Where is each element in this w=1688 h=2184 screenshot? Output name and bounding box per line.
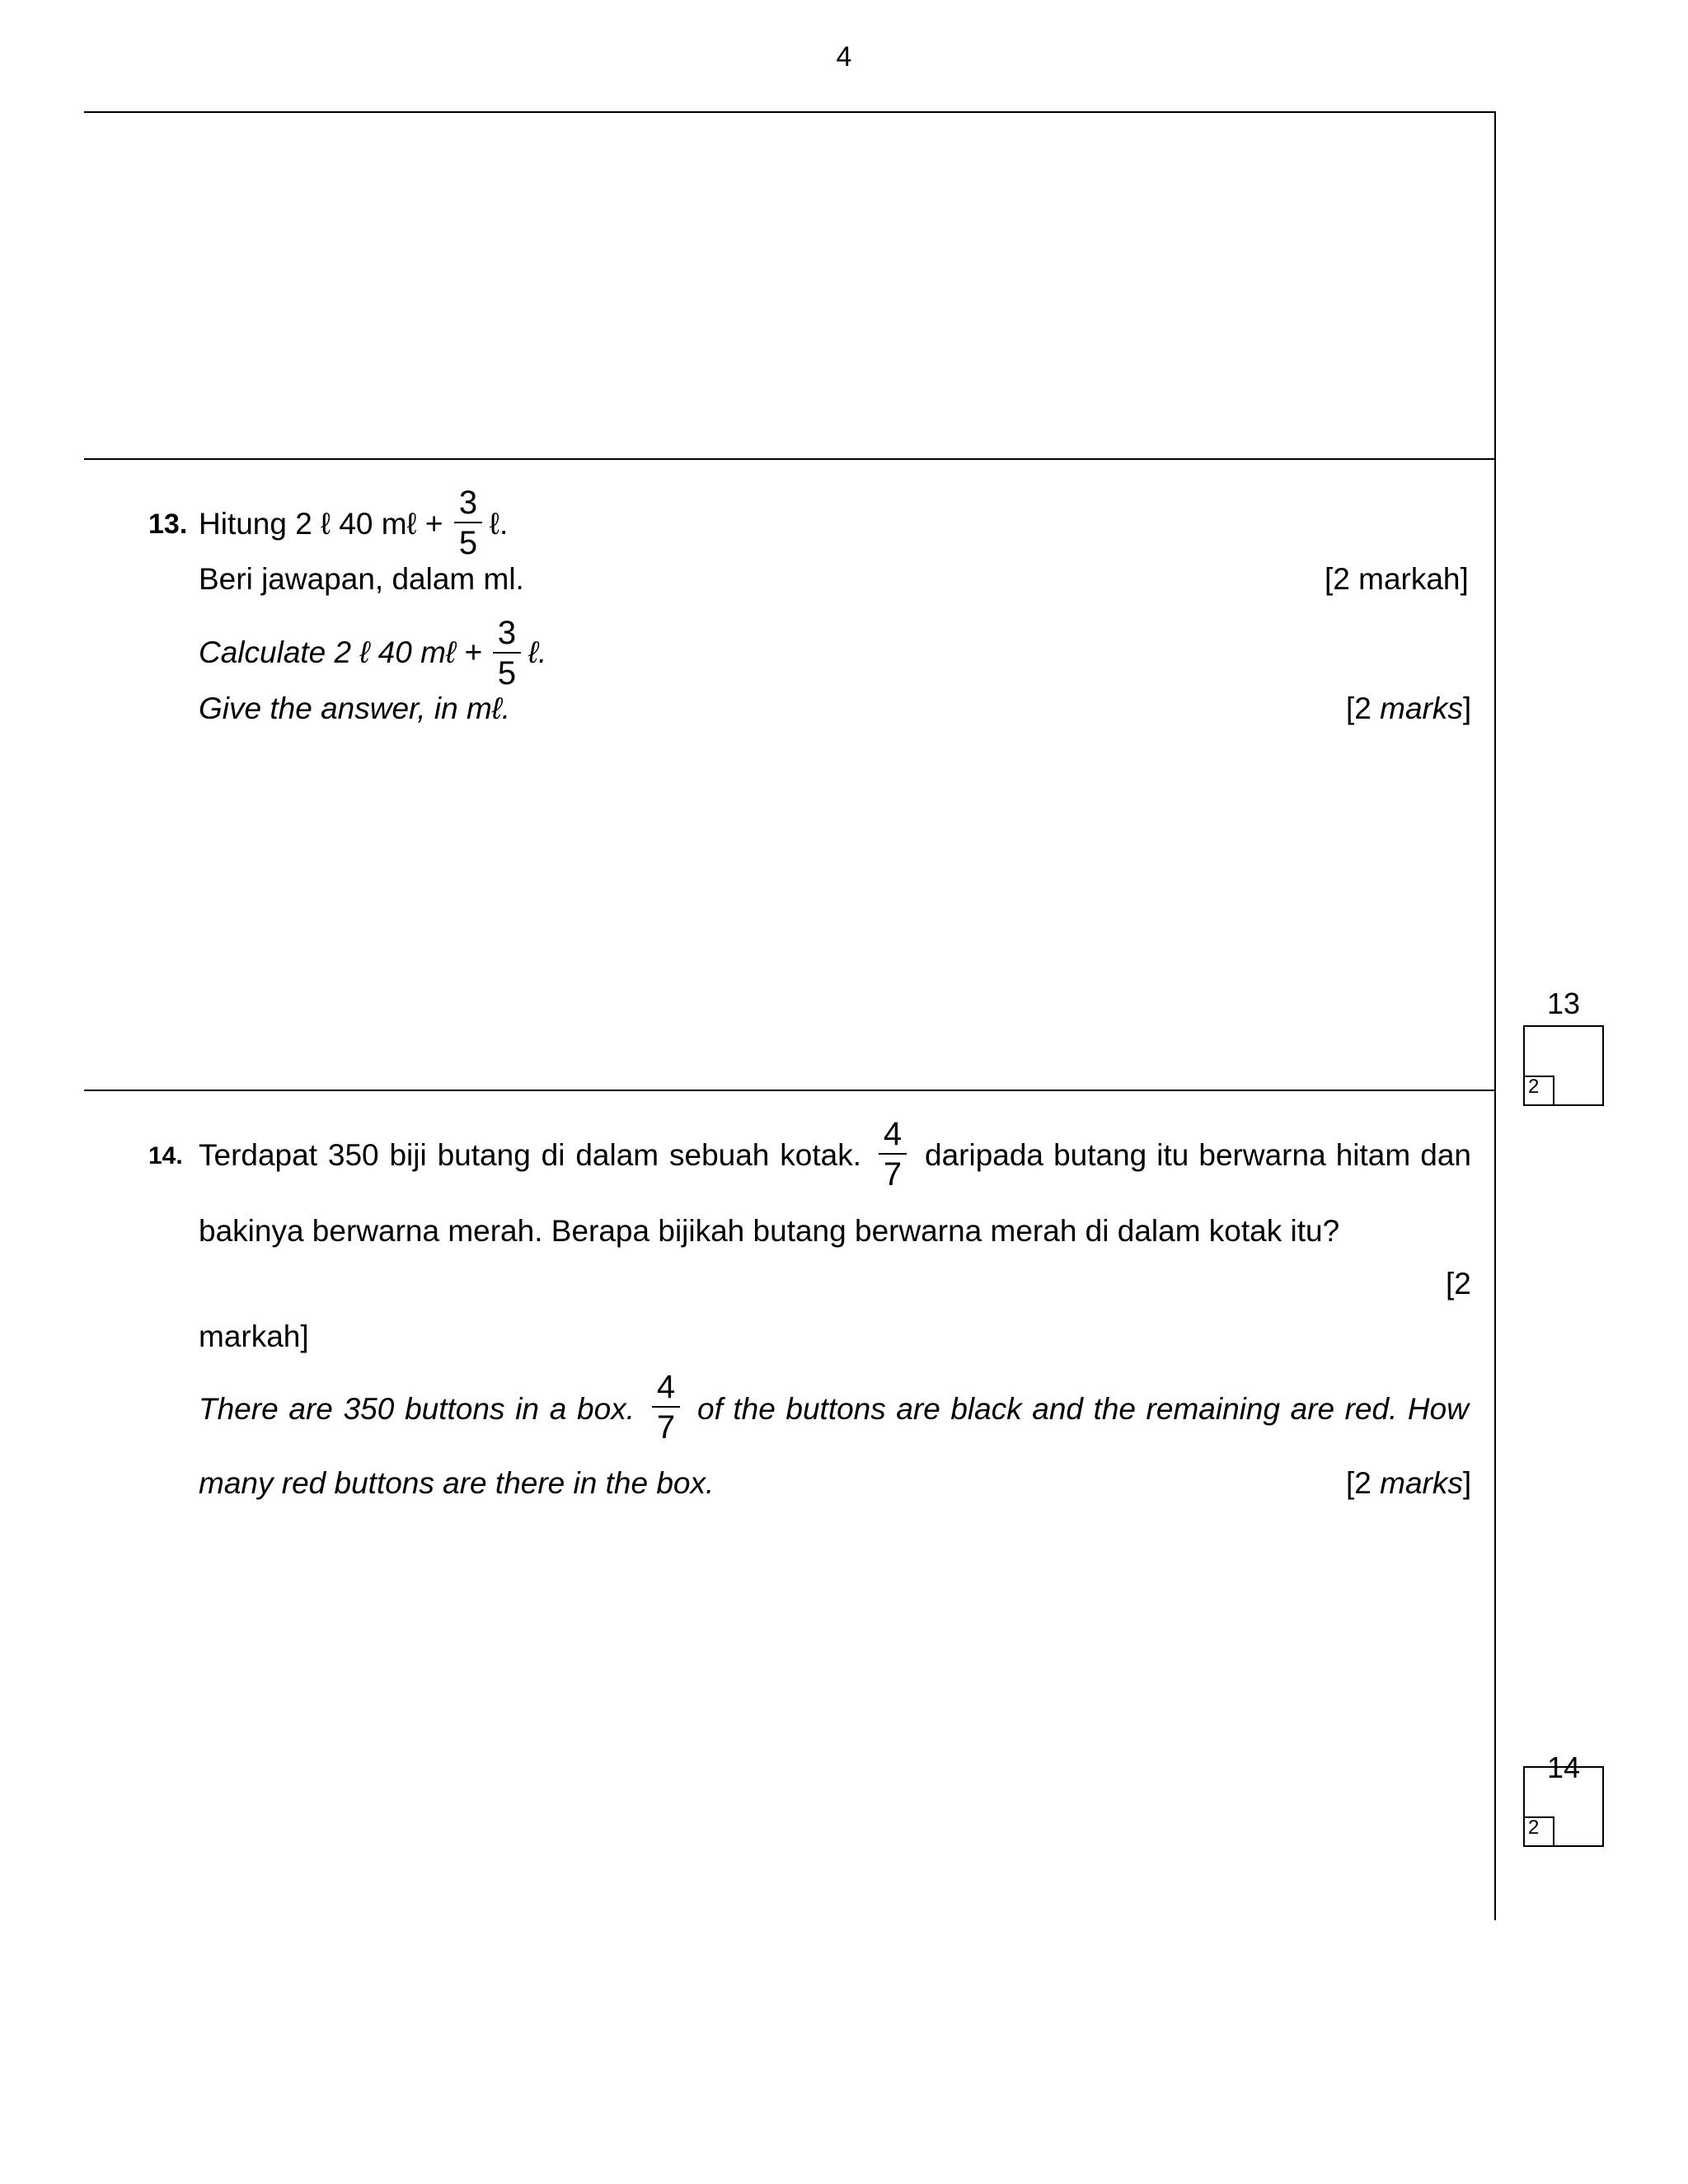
- word: buttons: [405, 1392, 505, 1426]
- q14-english-marks: [1346, 1468, 1471, 1498]
- word: butang: [1053, 1138, 1147, 1172]
- question-number: 14.: [148, 1142, 183, 1169]
- fraction-denominator: 7: [656, 1409, 676, 1446]
- word: and: [1032, 1392, 1084, 1426]
- fraction-bar: [454, 522, 482, 523]
- margin-rule: [1494, 111, 1496, 1920]
- q13-english-marks: [1346, 693, 1471, 724]
- word: are: [288, 1392, 333, 1426]
- q14-english-line-1a: [199, 1394, 635, 1424]
- q14-english-line-2: many red buttons are there in the box.: [199, 1466, 715, 1500]
- top-rule: [84, 111, 1496, 113]
- q13-english-line-2: Give the answer, in mℓ.: [199, 691, 511, 725]
- word: sebuah: [669, 1138, 770, 1172]
- q13-top-rule: [84, 458, 1496, 460]
- word: There: [199, 1392, 279, 1426]
- word: 350: [327, 1138, 379, 1172]
- fraction-bar: [652, 1406, 680, 1408]
- word: kotak.: [780, 1138, 861, 1172]
- q14-english-fraction: [652, 1371, 680, 1444]
- q14-box-label: 14: [1546, 1750, 1581, 1784]
- q14-english-line-1b: [697, 1394, 1469, 1424]
- marks-close: ]: [1462, 691, 1472, 725]
- marks-open: [2: [1346, 691, 1381, 725]
- word: of: [697, 1392, 723, 1426]
- q13-malay-line-1: Hitung 2 ℓ 40 mℓ +: [199, 507, 443, 541]
- q13-total-marks: 2: [1523, 1076, 1554, 1106]
- q13-malay-marks: [2 markah]: [1325, 562, 1469, 596]
- q14-total-marks: 2: [1523, 1816, 1554, 1847]
- word: are: [1290, 1392, 1335, 1426]
- word: remaining: [1146, 1392, 1281, 1426]
- word: box.: [577, 1392, 635, 1426]
- q14-malay-marks-part-2: markah]: [199, 1319, 309, 1353]
- fraction-numerator: 3: [458, 485, 478, 521]
- q13-english-line-1: Calculate 2 ℓ 40 mℓ +: [199, 635, 482, 669]
- question-number: 13.: [148, 509, 188, 540]
- word: Terdapat: [199, 1138, 317, 1172]
- fraction-bar: [493, 652, 521, 654]
- word: are: [896, 1392, 940, 1426]
- fraction-numerator: 4: [656, 1369, 676, 1405]
- q14-fraction: [879, 1118, 907, 1191]
- fraction-numerator: 4: [883, 1116, 903, 1152]
- marks-word: marks: [1380, 1466, 1463, 1500]
- page-number: 4: [836, 41, 852, 73]
- q13-fraction: [454, 486, 482, 560]
- q14-malay-line-1a: [199, 1140, 861, 1170]
- fraction-bar: [879, 1153, 907, 1155]
- marks-word: marks: [1380, 691, 1463, 725]
- fraction-denominator: 5: [458, 525, 478, 561]
- word: How: [1407, 1392, 1469, 1426]
- word: hitam: [1335, 1138, 1411, 1172]
- q13-english-line-1-unit: ℓ.: [528, 635, 547, 669]
- q13-box-label: 13: [1546, 987, 1581, 1020]
- word: butang: [437, 1138, 531, 1172]
- q14-top-rule: [84, 1090, 1496, 1091]
- word: itu: [1156, 1138, 1189, 1172]
- word: red.: [1344, 1392, 1398, 1426]
- word: in: [515, 1392, 539, 1426]
- word: the: [1093, 1392, 1136, 1426]
- word: 350: [343, 1392, 395, 1426]
- q14-malay-marks-part-1: [2: [1446, 1267, 1471, 1301]
- word: a: [549, 1392, 567, 1426]
- q13-english-fraction: [493, 616, 521, 690]
- word: biji: [389, 1138, 427, 1172]
- word: dan: [1420, 1138, 1471, 1172]
- word: daripada: [925, 1138, 1044, 1172]
- fraction-numerator: 3: [497, 615, 517, 651]
- word: black: [950, 1392, 1022, 1426]
- q14-malay-line-1b: [925, 1140, 1471, 1170]
- word: buttons: [785, 1392, 886, 1426]
- marks-open: [2: [1346, 1466, 1381, 1500]
- q14-malay-line-2: bakinya berwarna merah. Berapa bijikah butang berwarna merah di dalam kotak itu?: [199, 1214, 1340, 1248]
- fraction-denominator: 7: [883, 1156, 903, 1193]
- word: the: [733, 1392, 776, 1426]
- word: berwarna: [1198, 1138, 1326, 1172]
- q13-malay-line-1-unit: ℓ.: [490, 507, 509, 541]
- word: dalam: [575, 1138, 659, 1172]
- q13-malay-line-2: Beri jawapan, dalam ml.: [199, 562, 524, 596]
- word: di: [541, 1138, 565, 1172]
- marks-close: ]: [1462, 1466, 1472, 1500]
- fraction-denominator: 5: [497, 655, 517, 691]
